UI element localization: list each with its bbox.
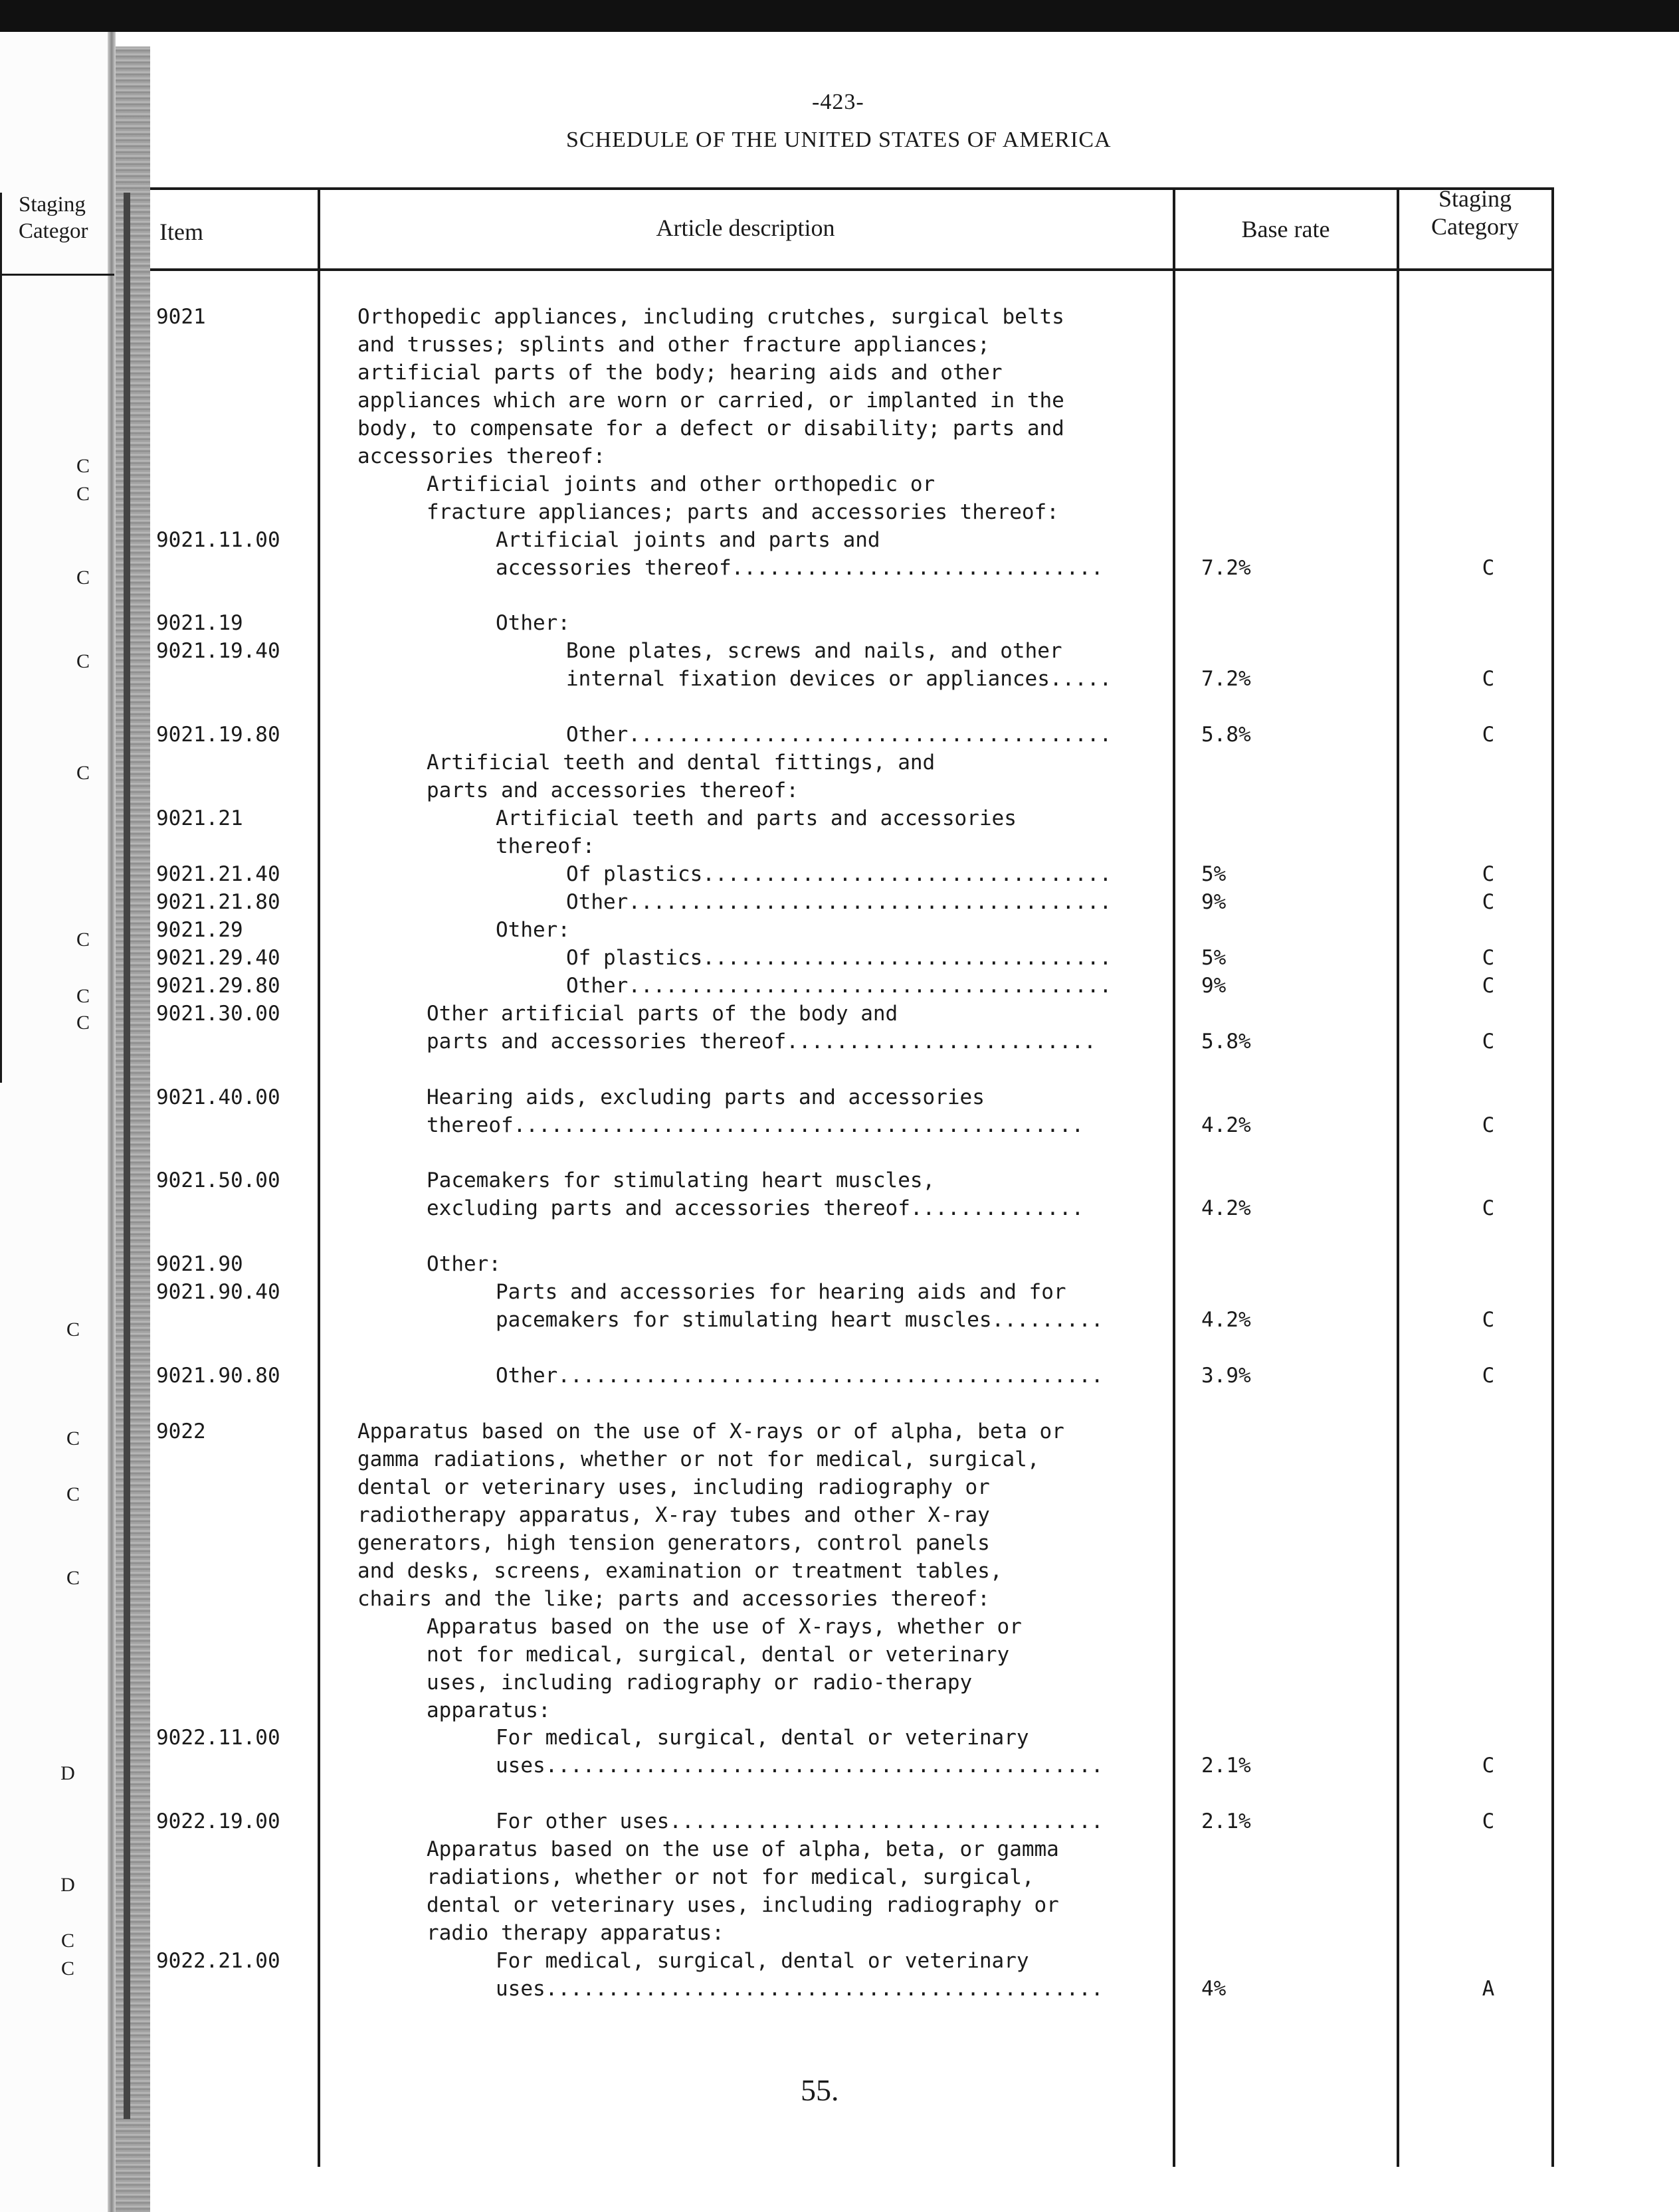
table-row (0, 1390, 1679, 1418)
item-number: 9021.90 (156, 1252, 243, 1277)
base-rate: 4% (1201, 1977, 1227, 2001)
table-row (0, 804, 1679, 832)
column-header-description: Article description (656, 215, 835, 241)
column-header-staging (1399, 185, 1551, 240)
item-number: 9021.40.00 (156, 1085, 280, 1109)
article-description: Of plastics................................. (566, 862, 1112, 886)
staging-category: C (1482, 889, 1495, 914)
article-description: and trusses; splints and other fracture appliances; (357, 332, 990, 357)
table-row (0, 1139, 1679, 1167)
item-number: 9021 (156, 305, 206, 329)
facing-category: C (76, 929, 90, 951)
footer-page-number: 55. (801, 2073, 839, 2107)
staging-category: C (1482, 1029, 1495, 1054)
facing-category: C (76, 483, 90, 505)
facing-category: C (60, 1958, 74, 1980)
staging-header-line-2: Category (1431, 213, 1519, 240)
article-description: chairs and the like; parts and accessories thereof: (357, 1586, 990, 1611)
facing-category: C (60, 1930, 74, 1952)
facing-header-line-2: Categor (19, 219, 88, 243)
table-row (0, 1724, 1679, 1752)
item-number: 9021.21 (156, 806, 243, 831)
facing-category: C (76, 985, 90, 1007)
article-description: accessories thereof: (357, 444, 606, 468)
article-description: radiotherapy apparatus, X-ray tubes and other X-ray (357, 1503, 990, 1527)
table-row (0, 1056, 1679, 1083)
article-description: generators, high tension generators, control panels (357, 1530, 990, 1555)
article-description: Other artificial parts of the body and (427, 1001, 898, 1026)
article-description: Other....................................... (566, 889, 1112, 914)
article-description: dental or veterinary uses, including radiography or (357, 1475, 990, 1499)
table-row (0, 916, 1679, 944)
article-description: internal fixation devices or appliances..... (566, 667, 1112, 691)
article-description: For medical, surgical, dental or veterinary (496, 1726, 1029, 1750)
table-row (0, 832, 1679, 860)
article-description: Pacemakers for stimulating heart muscles, (427, 1168, 936, 1193)
table-row (0, 1362, 1679, 1390)
article-description: Artificial joints and other orthopedic or (427, 472, 936, 496)
article-description: and desks, screens, examination or treatment tables, (357, 1558, 1003, 1583)
table-row (0, 944, 1679, 972)
table-row (0, 1028, 1679, 1056)
base-rate: 9% (1201, 973, 1227, 998)
table-row (0, 1919, 1679, 1947)
table-row (0, 1529, 1679, 1557)
article-description: Other....................................... (566, 723, 1112, 747)
item-number: 9021.21.80 (156, 889, 280, 914)
article-description: excluding parts and accessories thereof.............. (427, 1196, 1084, 1221)
facing-header-line-1: Staging (19, 193, 86, 217)
table-row (0, 693, 1679, 721)
staging-category: C (1482, 1364, 1495, 1388)
staging-category: C (1482, 945, 1495, 970)
item-number: 9022 (156, 1420, 206, 1443)
article-description: radio therapy apparatus: (427, 1921, 724, 1946)
article-description: not for medical, surgical, dental or veterinary (427, 1642, 1010, 1667)
base-rate: 2.1% (1201, 1754, 1251, 1778)
article-description: uses............................................. (496, 1977, 1104, 2001)
column-header-item: Item (159, 219, 203, 245)
table-row (0, 888, 1679, 916)
table-row (0, 1585, 1679, 1613)
item-number: 9021.21.40 (156, 862, 280, 886)
staging-category: C (1482, 1113, 1495, 1137)
facing-category: C (66, 1319, 80, 1340)
article-description: body, to compensate for a defect or disability; parts and (357, 416, 1064, 440)
facing-category: D (60, 1874, 75, 1896)
table-row (0, 1835, 1679, 1863)
table-row (0, 387, 1679, 415)
article-description: pacemakers for stimulating heart muscles......... (496, 1308, 1104, 1333)
item-number: 9021.90.80 (156, 1364, 280, 1388)
item-number: 9021.90.40 (156, 1280, 280, 1305)
table-row (0, 415, 1679, 442)
article-description: uses, including radiography or radio-therapy (427, 1670, 973, 1695)
table-row (0, 1780, 1679, 1807)
facing-category: C (76, 455, 90, 477)
base-rate: 5.8% (1201, 723, 1251, 747)
item-number: 9022.21.00 (156, 1949, 280, 1974)
article-description: For other uses................................... (496, 1809, 1104, 1834)
table-row (0, 470, 1679, 498)
table-row (0, 526, 1679, 554)
staging-category: C (1482, 1754, 1495, 1778)
item-number: 9021.29.80 (156, 973, 280, 998)
item-number: 9021.29 (156, 917, 243, 942)
base-rate: 4.2% (1201, 1308, 1251, 1333)
table-row (0, 331, 1679, 359)
article-description: artificial parts of the body; hearing aids and other (357, 360, 1003, 385)
staging-category: C (1482, 667, 1495, 691)
table-row (0, 1166, 1679, 1194)
facing-page-column-header (19, 191, 118, 244)
article-description: appliances which are worn or carried, or implanted in the (357, 388, 1064, 413)
table-row (0, 1975, 1679, 2003)
table-row (0, 303, 1679, 331)
table-row (0, 1891, 1679, 1919)
facing-category: D (60, 1762, 75, 1784)
table-row (0, 665, 1679, 693)
schedule-title: SCHEDULE OF THE UNITED STATES OF AMERICA (566, 128, 1112, 152)
item-number: 9021.29.40 (156, 945, 280, 970)
item-number: 9021.50.00 (156, 1168, 280, 1193)
article-description: Artificial joints and parts and (496, 527, 880, 552)
table-row (0, 1445, 1679, 1473)
table-row (0, 1418, 1679, 1445)
table-row (0, 749, 1679, 777)
facing-category: C (66, 1567, 80, 1589)
table-row (0, 498, 1679, 526)
table-row (0, 554, 1679, 582)
base-rate: 5% (1201, 945, 1227, 970)
table-row (0, 777, 1679, 804)
table-row (0, 1222, 1679, 1250)
base-rate: 5.8% (1201, 1029, 1251, 1054)
article-description: For medical, surgical, dental or veterinary (496, 1949, 1029, 1974)
article-description: Apparatus based on the use of X-rays or of alpha, beta or (357, 1420, 1064, 1443)
facing-category: C (76, 762, 90, 784)
article-description: Apparatus based on the use of X-rays, whether or (427, 1614, 1022, 1639)
facing-category: C (66, 1483, 80, 1505)
article-description: thereof: (496, 834, 595, 859)
table-row (0, 1334, 1679, 1362)
table-row (0, 1947, 1679, 1975)
table-row (0, 1000, 1679, 1028)
article-description: fracture appliances; parts and accessories thereof: (427, 500, 1059, 524)
item-number: 9021.19.80 (156, 723, 280, 747)
base-rate: 7.2% (1201, 667, 1251, 691)
staging-category: C (1482, 1196, 1495, 1221)
article-description: Hearing aids, excluding parts and accessories (427, 1085, 985, 1109)
table-row (0, 860, 1679, 888)
table-row (0, 1194, 1679, 1222)
table-row (0, 972, 1679, 1000)
article-description: thereof.............................................. (427, 1113, 1084, 1137)
page-number-text: -423- (812, 90, 864, 114)
article-description: uses............................................. (496, 1754, 1104, 1778)
table-row (0, 1697, 1679, 1724)
table-row (0, 582, 1679, 610)
article-description: dental or veterinary uses, including radiography or (427, 1893, 1059, 1918)
article-description: Other............................................ (496, 1364, 1104, 1388)
item-number: 9021.11.00 (156, 527, 280, 552)
table-row (0, 1083, 1679, 1111)
staging-category: C (1482, 1809, 1495, 1834)
facing-page-rule (0, 274, 114, 276)
article-description: Parts and accessories for hearing aids and for (496, 1280, 1066, 1305)
table-row (0, 1278, 1679, 1306)
staging-category: C (1482, 723, 1495, 747)
facing-category: C (76, 1012, 90, 1034)
staging-category: C (1482, 1308, 1495, 1333)
article-description: Other....................................... (566, 973, 1112, 998)
item-number: 9021.19.40 (156, 639, 280, 664)
base-rate: 3.9% (1201, 1364, 1251, 1388)
table-row (0, 1473, 1679, 1501)
table-row (0, 1752, 1679, 1780)
table-row (0, 1807, 1679, 1835)
facing-category: C (66, 1428, 80, 1449)
article-description: Orthopedic appliances, including crutches, surgical belts (357, 305, 1064, 329)
table-header-rule (150, 268, 1553, 271)
staging-header-line-1: Staging (1438, 185, 1512, 212)
table-row (0, 1111, 1679, 1139)
table-row (0, 442, 1679, 470)
facing-category: C (76, 567, 90, 589)
base-rate: 4.2% (1201, 1113, 1251, 1137)
article-description: apparatus: (427, 1698, 551, 1722)
table-row (0, 1306, 1679, 1334)
table-row (0, 1613, 1679, 1641)
article-description: Artificial teeth and parts and accessories (496, 806, 1017, 831)
table-row (0, 1669, 1679, 1697)
base-rate: 2.1% (1201, 1809, 1251, 1834)
article-description: accessories thereof.............................. (496, 555, 1104, 580)
table-row (0, 1501, 1679, 1529)
table-row (0, 1557, 1679, 1585)
table-row (0, 609, 1679, 637)
article-description: Artificial teeth and dental fittings, and (427, 751, 936, 775)
table-row (0, 1863, 1679, 1891)
base-rate: 4.2% (1201, 1196, 1251, 1221)
article-description: Other: (427, 1252, 501, 1277)
item-number: 9021.30.00 (156, 1001, 280, 1026)
article-description: radiations, whether or not for medical, surgical, (427, 1865, 1035, 1890)
table-row (0, 721, 1679, 749)
staging-category: C (1482, 973, 1495, 998)
column-header-base-rate: Base rate (1241, 216, 1330, 242)
base-rate: 5% (1201, 862, 1227, 886)
article-description: parts and accessories thereof......................... (427, 1029, 1096, 1054)
item-number: 9022.11.00 (156, 1726, 280, 1750)
table-row (0, 359, 1679, 387)
article-description: Apparatus based on the use of alpha, beta, or gamma (427, 1837, 1059, 1862)
staging-category: C (1482, 555, 1495, 580)
article-description: gamma radiations, whether or not for medical, surgical, (357, 1447, 1040, 1471)
table-row (0, 1641, 1679, 1669)
table-row (0, 1250, 1679, 1278)
table-row (0, 637, 1679, 665)
article-description: Other: (496, 611, 570, 636)
article-description: parts and accessories thereof: (427, 779, 799, 803)
item-number: 9022.19.00 (156, 1809, 280, 1834)
article-description: Of plastics................................. (566, 945, 1112, 970)
table-top-rule (150, 187, 1553, 190)
scan-top-edge (0, 0, 1679, 32)
article-description: Other: (496, 917, 570, 942)
base-rate: 9% (1201, 889, 1227, 914)
staging-category: A (1482, 1977, 1495, 2001)
facing-category: C (76, 650, 90, 672)
staging-category: C (1482, 862, 1495, 886)
base-rate: 7.2% (1201, 555, 1251, 580)
item-number: 9021.19 (156, 611, 243, 636)
article-description: Bone plates, screws and nails, and other (566, 639, 1062, 664)
